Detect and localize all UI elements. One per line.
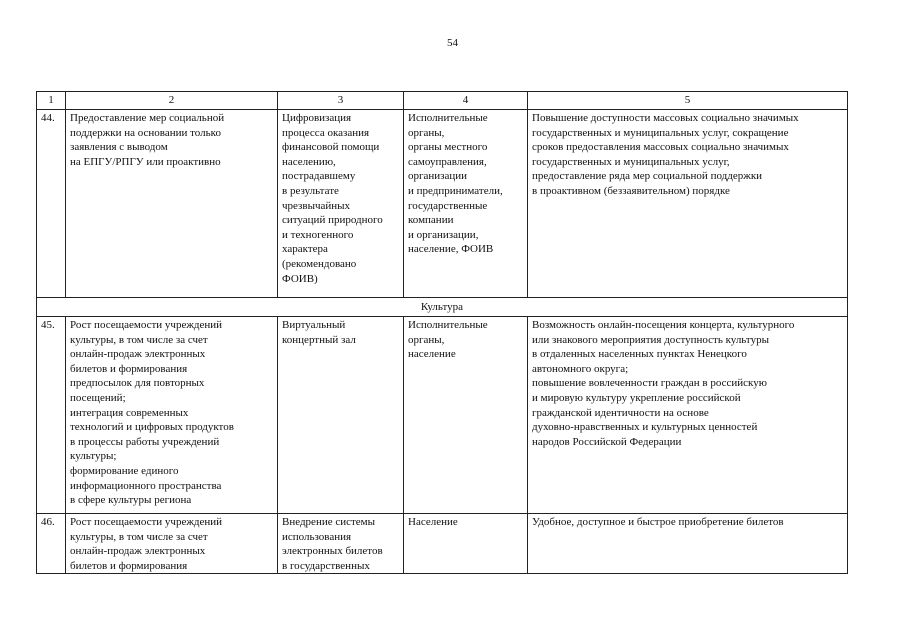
row-number: 44. — [37, 110, 66, 298]
cell-text-line: компании — [408, 214, 454, 227]
column-header: 5 — [528, 92, 848, 110]
project-cell — [278, 514, 404, 574]
cell-text-line: в результате — [282, 184, 339, 197]
cell-text-line: и мировую культуру укрепление российской — [532, 391, 741, 404]
table-row — [37, 317, 848, 514]
cell-text-line: населению, — [282, 155, 336, 168]
cell-text-line: финансовой помощи — [282, 141, 380, 154]
cell-text-line: Повышение доступности массовых социально значимых — [532, 112, 799, 124]
cell-text-line: население, ФОИВ — [408, 243, 494, 256]
participants-cell — [404, 514, 528, 574]
cell-text-line: билетов и формирования — [70, 362, 188, 375]
cell-text-line: государственных и муниципальных услуг, сокращение — [532, 126, 789, 139]
project-cell — [278, 110, 404, 298]
column-header: 2 — [66, 92, 278, 110]
participants-cell — [404, 110, 528, 298]
page-number: 54 — [447, 37, 458, 49]
effect-cell — [528, 110, 848, 298]
cell-text-line: или знакового мероприятия доступность культуры — [532, 333, 769, 346]
cell-text-line: культуры, в том числе за счет — [70, 333, 208, 346]
cell-text-line: билетов и формирования — [70, 559, 188, 572]
cell-text-line: характера — [282, 243, 328, 256]
effect-cell — [528, 514, 848, 574]
table-header-row — [37, 92, 848, 110]
cell-text-line: государственные — [408, 199, 488, 212]
cell-text-line: электронных билетов — [282, 545, 383, 558]
row-number: 46. — [37, 514, 66, 574]
cell-text-line: в сфере культуры региона — [70, 494, 192, 507]
cell-text-line: государственных и муниципальных услуг, — [532, 155, 730, 168]
cell-text-line: Удобное, доступное и быстрое приобретение билетов — [532, 516, 784, 528]
cell-text-line: культуры; — [70, 450, 117, 463]
section-row — [37, 298, 848, 317]
cell-text-line: органы, — [408, 126, 445, 139]
cell-text-line: ситуаций природного — [282, 214, 383, 227]
measure-cell — [66, 317, 278, 514]
section-title: Культура — [37, 298, 848, 317]
cell-text-line: Рост посещаемости учреждений — [70, 516, 223, 528]
cell-text-line: информационного пространства — [70, 479, 222, 492]
measure-cell — [66, 110, 278, 298]
cell-text-line: предоставление ряда мер социальной поддержки — [532, 170, 763, 183]
cell-text-line: духовно-нравственных и культурных ценностей — [532, 421, 758, 434]
cell-text-line: автономного округа; — [532, 362, 629, 375]
cell-text-line: интеграция современных — [70, 406, 189, 419]
cell-text-line: в государственных — [282, 559, 370, 572]
cell-text-line: и предприниматели, — [408, 184, 503, 197]
measures-table — [36, 91, 848, 574]
cell-text-line: и организации, — [408, 228, 479, 241]
cell-text-line: население — [408, 348, 456, 361]
cell-text-line: самоуправления, — [408, 155, 487, 168]
cell-text-line: Исполнительные — [408, 319, 488, 331]
cell-text-line: концертный зал — [282, 333, 356, 346]
cell-text-line: Виртуальный — [282, 319, 346, 331]
cell-text-line: в процессы работы учреждений — [70, 435, 220, 448]
cell-text-line: гражданской идентичности на основе — [532, 406, 709, 419]
project-cell — [278, 317, 404, 514]
column-header: 3 — [278, 92, 404, 110]
row-number: 45. — [37, 317, 66, 514]
cell-text-line: органы местного — [408, 141, 488, 154]
cell-text-line: ФОИВ) — [282, 272, 318, 285]
column-header: 4 — [404, 92, 528, 110]
cell-text-line: органы, — [408, 333, 445, 346]
cell-text-line: посещений; — [70, 391, 126, 404]
cell-text-line: и техногенного — [282, 228, 354, 241]
table-row — [37, 110, 848, 298]
cell-text-line: использования — [282, 530, 352, 543]
cell-text-line: в проактивном (беззаявительном) порядке — [532, 184, 730, 197]
cell-text-line: Население — [408, 516, 458, 528]
cell-text-line: онлайн-продаж электронных — [70, 348, 206, 361]
cell-text-line: Рост посещаемости учреждений — [70, 319, 223, 331]
cell-text-line: повышение вовлеченности граждан в российскую — [532, 377, 767, 390]
measure-cell — [66, 514, 278, 574]
cell-text-line: пострадавшему — [282, 170, 356, 183]
column-header: 1 — [37, 92, 66, 110]
table-row — [37, 514, 848, 574]
cell-text-line: Исполнительные — [408, 112, 488, 124]
cell-text-line: формирование единого — [70, 464, 179, 477]
cell-text-line: предпосылок для повторных — [70, 377, 205, 390]
cell-text-line: сроков предоставления массовых социально значимых — [532, 141, 789, 154]
effect-cell — [528, 317, 848, 514]
cell-text-line: процесса оказания — [282, 126, 370, 139]
cell-text-line: культуры, в том числе за счет — [70, 530, 208, 543]
cell-text-line: поддержки на основании только — [70, 126, 221, 139]
cell-text-line: технологий и цифровых продуктов — [70, 421, 234, 434]
participants-cell — [404, 317, 528, 514]
cell-text-line: Предоставление мер социальной — [70, 112, 225, 124]
cell-text-line: народов Российской Федерации — [532, 435, 682, 448]
cell-text-line: Внедрение системы — [282, 516, 376, 528]
cell-text-line: чрезвычайных — [282, 199, 351, 212]
cell-text-line: на ЕПГУ/РПГУ или проактивно — [70, 155, 221, 168]
cell-text-line: Цифровизация — [282, 112, 352, 124]
cell-text-line: в отдаленных населенных пунктах Ненецкого — [532, 348, 747, 361]
cell-text-line: заявления с выводом — [70, 141, 168, 154]
cell-text-line: онлайн-продаж электронных — [70, 545, 206, 558]
cell-text-line: Возможность онлайн-посещения концерта, культурного — [532, 319, 795, 331]
cell-text-line: (рекомендовано — [282, 257, 357, 270]
cell-text-line: организации — [408, 170, 468, 183]
